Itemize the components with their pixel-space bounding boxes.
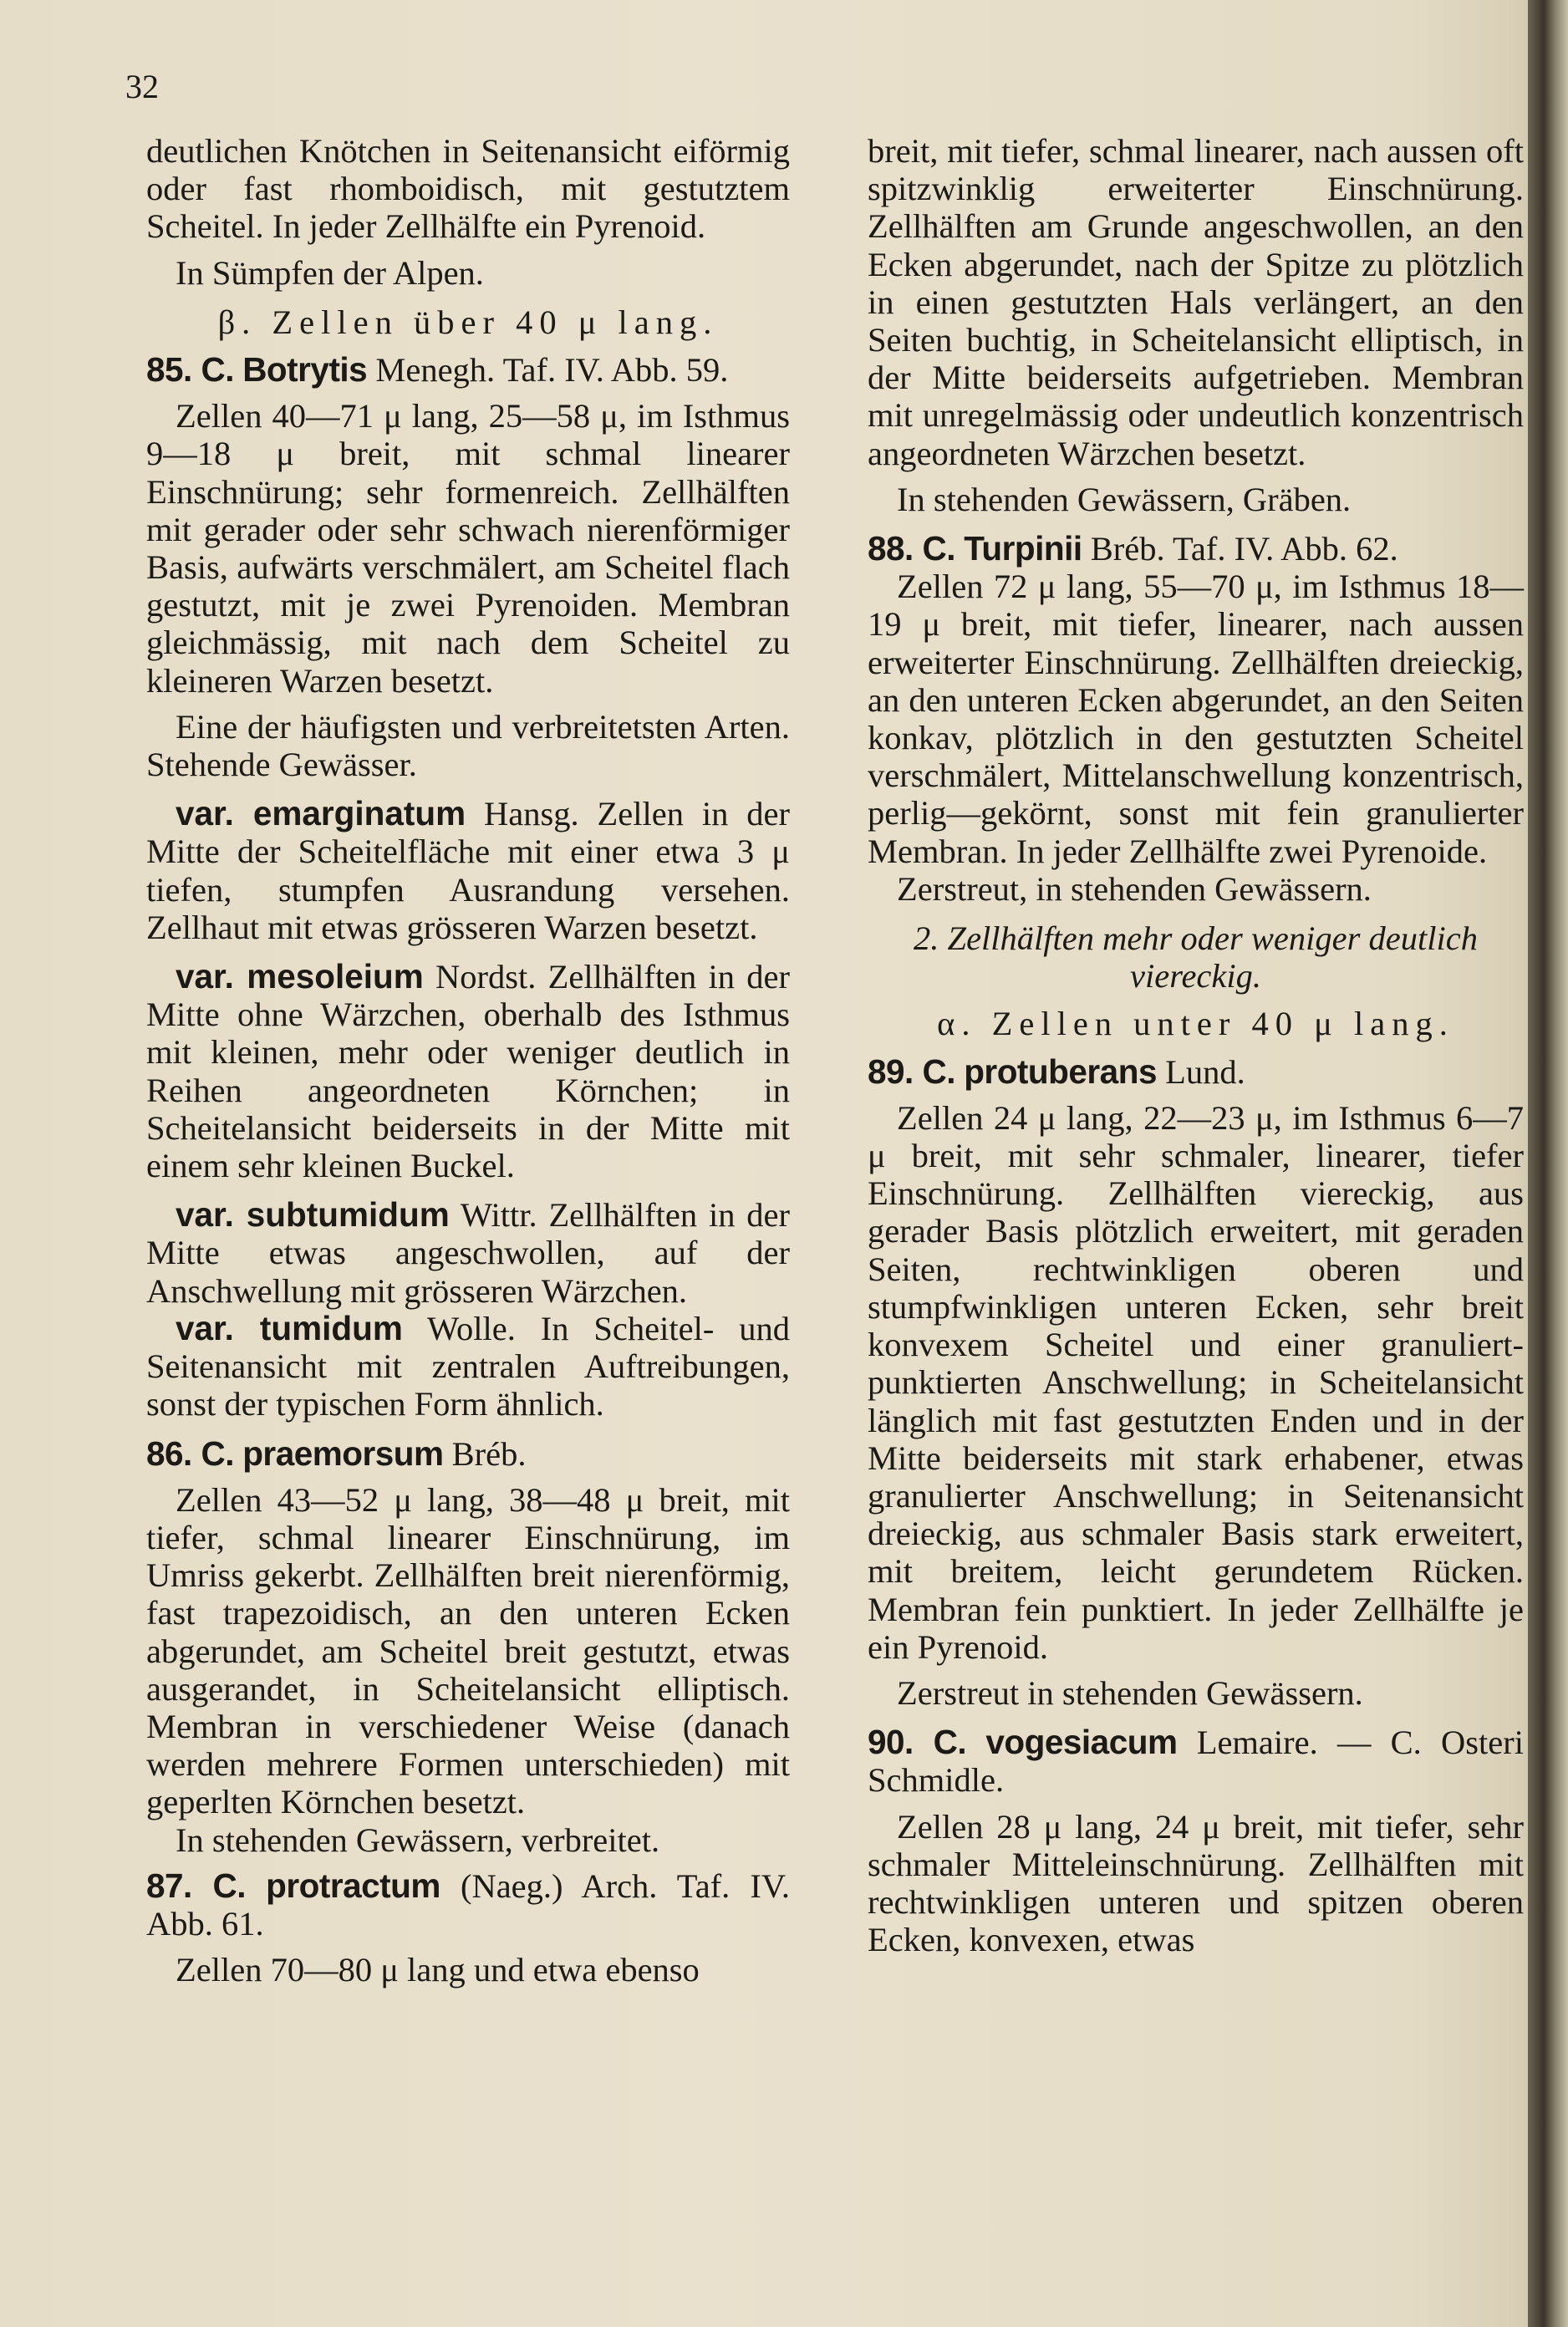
- key-heading-beta: β. Zellen über 40 μ lang.: [217, 303, 719, 341]
- entry-86-description: Zellen 43—52 μ lang, 38—48 μ breit, mit tiefer, schmal linearer Einschnürung, im Umriss gekerbt. Zellhälften breit nierenförmig, fast trapezoidisch, an den unteren Ecken abgerundet, am Scheitel breit gestutzt, etwas ausgerandet, in Scheitelansicht elliptisch. Membran in verschiedener Weise (danach werden mehrere Formen unterschieden) mit geperlten Körnchen besetzt.: [146, 1480, 790, 1821]
- page-number: 32: [125, 68, 159, 105]
- variety-name: var. mesoleium: [176, 957, 424, 996]
- authority: (Naeg.) Arch. Taf. IV. Abb. 61.: [146, 1866, 790, 1943]
- entry-89-heading: [868, 1053, 1524, 1091]
- authority: Lemaire. — C. Osteri Schmidle.: [868, 1724, 1524, 1800]
- entry-85-heading: [146, 351, 790, 389]
- entry-number: 85. C.: [146, 350, 235, 390]
- left-column: [146, 132, 790, 1988]
- species-name: Turpinii: [964, 529, 1082, 568]
- variety-name: var. tumidum: [176, 1308, 403, 1347]
- continuation-text: deutlichen Knötchen in Seitenansicht eiförmig oder fast rhomboidisch, mit gestutztem Scheitel. In jeder Zellhälfte ein Pyrenoid.: [146, 132, 790, 246]
- right-column: [868, 132, 1524, 1958]
- entry-86-habitat: In stehenden Gewässern, verbreitet.: [176, 1820, 660, 1859]
- authority: Menegh. Taf. IV. Abb. 59.: [375, 351, 729, 390]
- variety-emarginatum: [146, 795, 790, 946]
- entry-number: 88. C.: [868, 529, 956, 568]
- entry-87-continuation: breit, mit tiefer, schmal linearer, nach aussen oft spitzwinklig erweiterter Einschnürung. Zellhälften am Grunde angeschwollen, an den Ecken abgerundet, nach der Spitze zu plötzlich in einen gestutzten Hals verlängert, an den Seiten buchtig, in Scheitelansicht elliptisch, in der Mitte beiderseits aufgetrieben. Membran mit unregelmässig oder undeutlich konzentrisch angeordneten Wärzchen besetzt.: [868, 132, 1524, 472]
- entry-86-heading: [146, 1435, 790, 1473]
- entry-number: 89. C.: [868, 1051, 956, 1091]
- habitat-text: In Sümpfen der Alpen.: [176, 253, 484, 292]
- entry-88-heading: [868, 530, 1524, 568]
- variety-subtumidum: [146, 1196, 790, 1310]
- species-name: protuberans: [964, 1051, 1157, 1091]
- species-name: protractum: [266, 1866, 440, 1905]
- authority: Bréb.: [451, 1434, 527, 1473]
- variety-mesoleium: [146, 958, 790, 1184]
- key-heading-alpha: α. Zellen unter 40 μ lang.: [937, 1005, 1454, 1043]
- variety-tumidum: [146, 1310, 790, 1423]
- entry-87-habitat: In stehenden Gewässern, Gräben.: [897, 480, 1352, 518]
- variety-name: var. emarginatum: [176, 794, 466, 833]
- species-name: praemorsum: [242, 1433, 444, 1473]
- entry-number: 90. C.: [868, 1723, 967, 1762]
- variety-text: Wolle. In Scheitel- und Seitenansicht mit zentralen Auftreibungen, sonst der typischen Form ähnlich.: [146, 1309, 790, 1423]
- entry-85-habitat: Eine der häufigsten und verbreitetsten Arten. Stehende Gewässer.: [146, 707, 790, 784]
- book-gutter: [1528, 0, 1568, 2327]
- entry-90-heading: [868, 1724, 1524, 1799]
- species-name: vogesiacum: [985, 1723, 1178, 1762]
- entry-89-description: Zellen 24 μ lang, 22—23 μ, im Isthmus 6—7 μ breit, mit sehr schmaler, linearer, tiefer Einschnürung. Zellhälften viereckig, aus gerader Basis plötzlich erweitert, mit geraden Seiten, rechtwinkligen oberen und stumpfwinkligen unteren Ecken, sehr breit konvexem Scheitel und einer granuliert-punktierten Anschwellung; in Scheitelansicht länglich mit fast gestutzten Enden und in der Mitte beiderseits mit stark erhabener, etwas granulierter Anschwellung; in Seitenansicht dreieckig, aus schmaler Basis stark erweitert, mit breitem, leicht gerundetem Rücken. Membran fein punktiert. In jeder Zellhälfte je ein Pyrenoid.: [868, 1098, 1524, 1666]
- authority: Lund.: [1165, 1052, 1245, 1091]
- variety-text: Nordst. Zellhälften in der Mitte ohne Wärzchen, oberhalb des Isthmus mit kleinen, mehr oder weniger deutlich in Reihen angeordneten Körnchen; in Scheitelansicht beiderseits in der Mitte mit einem sehr kleinen Buckel.: [146, 958, 791, 1185]
- species-name: Botrytis: [242, 350, 368, 390]
- entry-88-description: Zellen 72 μ lang, 55—70 μ, im Isthmus 18—19 μ breit, mit tiefer, linearer, nach aussen erweiterter Einschnürung. Zellhälften dreieckig, an den unteren Ecken abgerundet, an den Seiten konkav, plötzlich in den gestutzten Scheitel verschmälert, Mittelanschwellung konzentrisch, perlig—gekörnt, sonst mit fein granulierter Membran. In jeder Zellhälfte zwei Pyrenoide.: [868, 568, 1524, 870]
- variety-text: Hansg. Zellen in der Mitte der Scheitelfläche mit einer etwa 3 μ tiefen, stumpfen Ausrandung versehen. Zellhaut mit etwas grösseren Warzen besetzt.: [146, 795, 790, 946]
- entry-number: 86. C.: [146, 1433, 235, 1473]
- entry-90-description: Zellen 28 μ lang, 24 μ breit, mit tiefer, sehr schmaler Mitteleinschnürung. Zellhälften mit rechtwinkligen unteren und spitzen oberen Ecken, konvexen, etwas: [868, 1807, 1524, 1959]
- entry-85-description: Zellen 40—71 μ lang, 25—58 μ, im Isthmus 9—18 μ breit, mit schmal linearer Einschnürung; sehr formenreich. Zellhälften mit gerader oder sehr schwach nierenförmiger Basis, aufwärts verschmälert, am Scheitel flach gestutzt, mit je zwei Pyrenoiden. Membran gleichmässig, mit nach dem Scheitel zu kleineren Warzen besetzt.: [146, 397, 790, 700]
- variety-name: var. subtumidum: [176, 1195, 450, 1235]
- entry-88-habitat: Zerstreut, in stehenden Gewässern.: [897, 869, 1372, 908]
- entry-87-heading: [146, 1867, 790, 1943]
- authority: Bréb. Taf. IV. Abb. 62.: [1090, 530, 1398, 568]
- entry-number: 87. C.: [146, 1866, 247, 1905]
- entry-87-description: Zellen 70—80 μ lang und etwa ebenso: [176, 1951, 700, 1989]
- variety-text: Wittr. Zellhälften in der Mitte etwas angeschwollen, auf der Anschwellung mit grösseren Wärzchen.: [146, 1196, 790, 1310]
- entry-89-habitat: Zerstreut in stehenden Gewässern.: [897, 1673, 1363, 1712]
- key-heading-2: 2. Zellhälften mehr oder weniger deutlich viereckig.: [914, 919, 1478, 995]
